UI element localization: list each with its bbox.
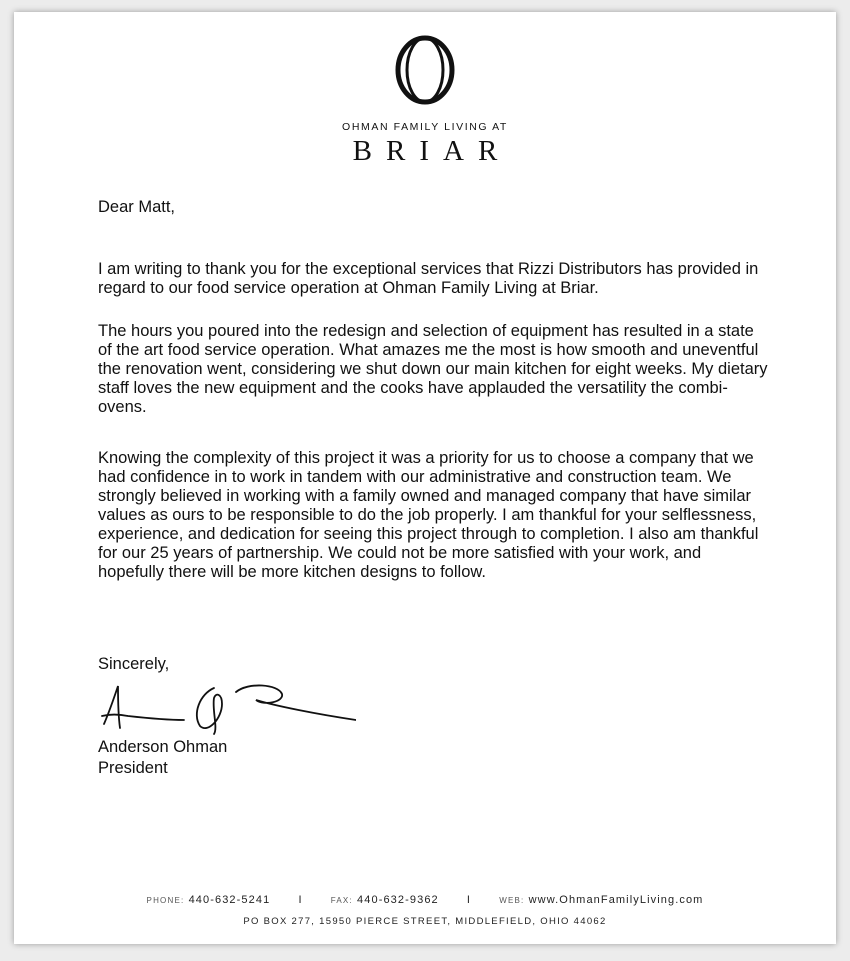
web-label: WEB: — [499, 896, 525, 905]
letterhead — [14, 32, 836, 167]
web-address: www.OhmanFamilyLiving.com — [528, 894, 704, 906]
signer-title: President — [98, 759, 168, 777]
footer-contact — [14, 894, 836, 906]
separator: I — [298, 894, 303, 906]
ohman-o-logo — [393, 32, 457, 108]
paragraph-2: The hours you poured into the redesign and selection of equipment has resulted in a state of the art food service operation. What amazes me the most is how smooth and uneventful the renovation went, considering we shut down our main kitchen for eight weeks. My dietary staff loves the new equipment and the cooks have applauded the versatility the combi-ovens. — [98, 322, 768, 416]
separator: I — [466, 894, 472, 906]
salutation: Dear Matt, — [98, 198, 176, 216]
paragraph-3: Knowing the complexity of this project it was a priority for us to choose a company that we had confidence in to work in tandem with our administrative and construction team. We strongly believed in working with a family owned and managed company that have similar values as ours to be responsible to do the job properly. I am thankful for your selflessness, experience, and dedication for seeing this project through to completion. I also am thankful for our 25 years of partnership. We could not be more satisfied with your work, and hopefully there will be more kitchen designs to follow. — [98, 449, 759, 581]
letter-page — [14, 12, 836, 944]
phone-number: 440-632-5241 — [188, 894, 271, 906]
phone-label: PHONE: — [146, 896, 185, 905]
handwritten-signature — [96, 680, 356, 740]
fax-label: FAX: — [330, 896, 353, 905]
signer-name: Anderson Ohman — [98, 738, 228, 756]
letterhead-brand: BRIAR — [352, 135, 512, 167]
paragraph-1: I am writing to thank you for the exceptional services that Rizzi Distributors has provided in regard to our food service operation at Ohman Family Living at Briar. — [98, 260, 759, 297]
closing: Sincerely, — [98, 655, 170, 673]
letterhead-line1: OHMAN FAMILY LIVING AT — [342, 121, 508, 133]
footer-address: PO BOX 277, 15950 PIERCE STREET, MIDDLEFIELD, OHIO 44062 — [243, 916, 607, 927]
fax-number: 440-632-9362 — [357, 894, 439, 906]
